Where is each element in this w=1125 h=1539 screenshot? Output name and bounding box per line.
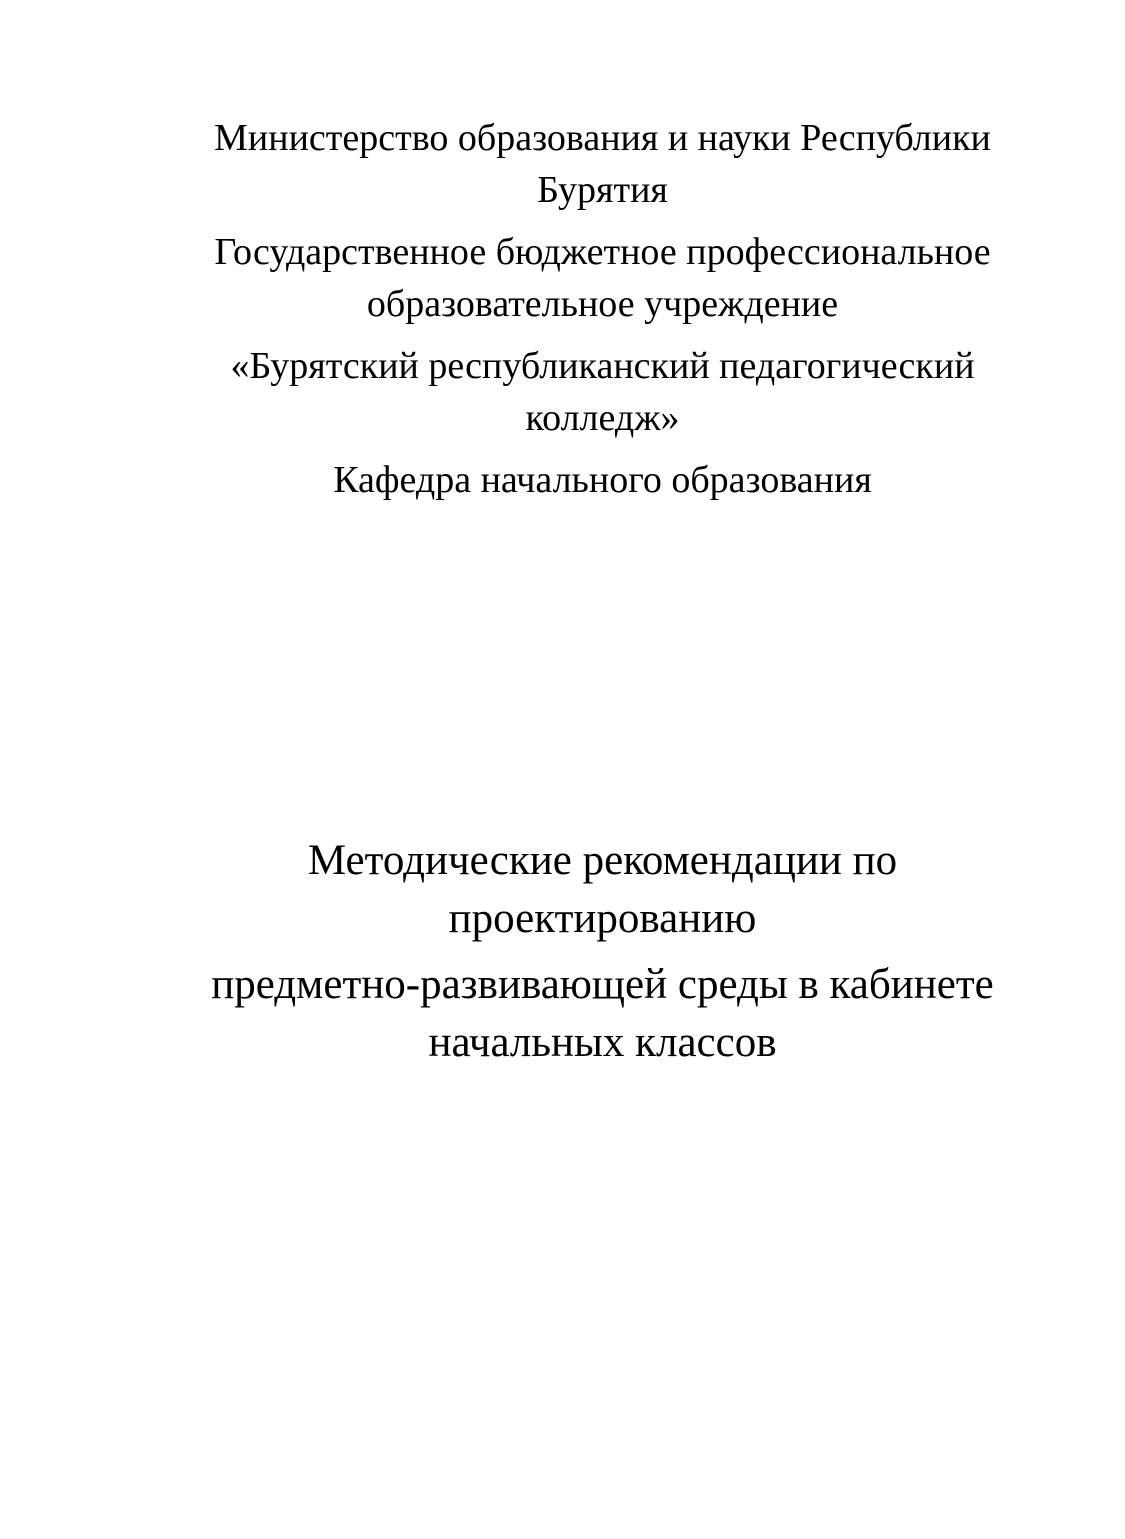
ministry-name: Министерство образования и науки Республики Бурятия <box>214 117 991 211</box>
institution-type: Государственное бюджетное профессиональное образовательное учреждение <box>214 231 991 325</box>
title-line-1: Методические рекомендации по проектированию <box>307 837 898 942</box>
institution-name: «Бурятский республиканский педагогический колледж» <box>230 345 975 439</box>
document-title <box>150 832 1055 1080</box>
title-page-header <box>150 112 1055 516</box>
department-name: Кафедра начального образования <box>333 459 872 501</box>
title-line-2: предметно-развивающей среды в кабинете начальных классов <box>211 961 994 1066</box>
